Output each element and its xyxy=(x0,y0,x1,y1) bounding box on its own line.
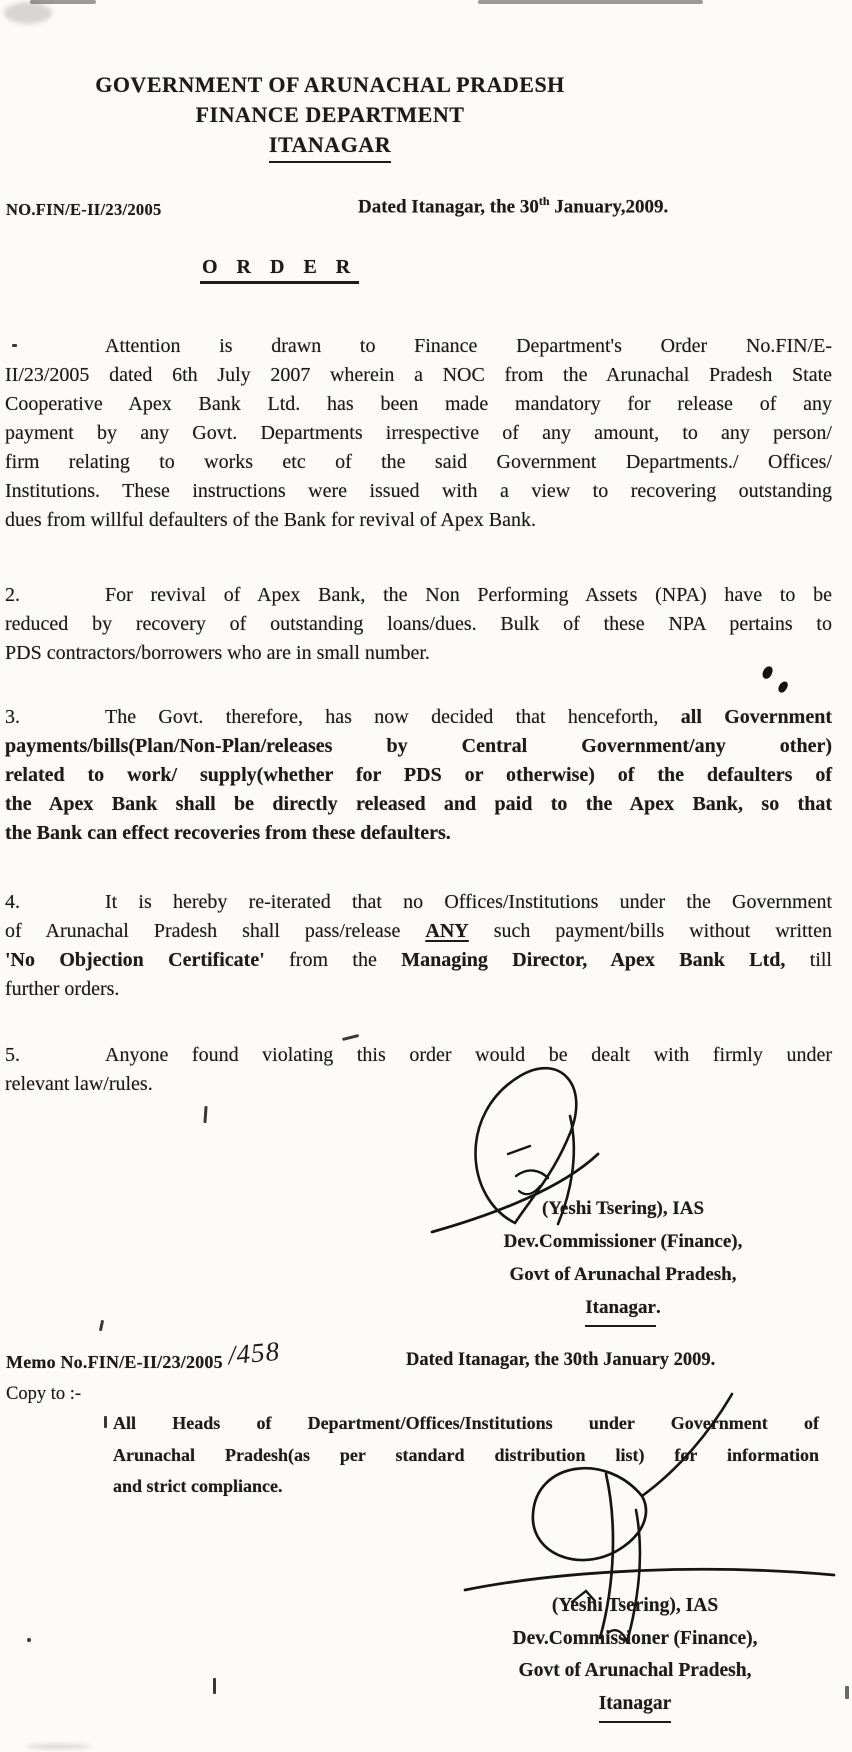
scan-smudge xyxy=(26,1744,90,1749)
text-line: Institutions. These instructions were issued with a view to recovering outstanding xyxy=(5,480,832,502)
text-line: It is hereby re-iterated that no Offices/Institutions under the Government xyxy=(105,891,832,913)
signatory-org: Govt of Arunachal Pradesh, xyxy=(509,1264,737,1285)
text-line: the Bank can effect recoveries from these defaulters. xyxy=(5,822,451,844)
text-line: firm relating to works etc of the said Government Departments./ Offices/ xyxy=(5,451,832,473)
text-line: payment by any Govt. Departments irrespective of any amount, to any person/ xyxy=(5,422,832,444)
memo-date: Dated Itanagar, the 30th January 2009. xyxy=(406,1350,716,1370)
text-line: Arunachal Pradesh(as per standard distribution list) for information xyxy=(113,1444,819,1465)
text-line: the Apex Bank shall be directly released and paid to the Apex Bank, so that xyxy=(5,793,832,815)
signatory-org: Govt of Arunachal Pradesh, xyxy=(518,1660,752,1681)
text-line: Anyone found violating this order would be dealt with firmly under xyxy=(105,1044,832,1066)
paragraph-number: 2. xyxy=(5,584,20,606)
paragraph-number: 4. xyxy=(5,891,20,913)
text-line: reduced by recovery of outstanding loans/dues. Bulk of these NPA pertains to xyxy=(5,613,832,635)
scan-smudge xyxy=(4,2,52,24)
text-line: 'No Objection Certificate' from the Managing Director, Apex Bank Ltd, till xyxy=(5,949,832,971)
order-heading: O R D E R xyxy=(200,256,359,284)
signatory-title: Dev.Commissioner (Finance), xyxy=(503,1231,743,1252)
text-line: relevant law/rules. xyxy=(5,1073,153,1095)
signatory-title: Dev.Commissioner (Finance), xyxy=(512,1627,758,1649)
government-title: GOVERNMENT OF ARUNACHAL PRADESH xyxy=(95,72,565,97)
header-place: ITANAGAR xyxy=(269,130,391,163)
signature-block-1: (Yeshi Tsering), IAS Dev.Commissioner (Finance), Govt of Arunachal Pradesh, Itanagar. xyxy=(423,1192,823,1327)
order-paragraph-1 xyxy=(5,332,832,535)
pen-tick xyxy=(213,1678,216,1694)
order-date: Dated Itanagar, the 30th January,2009. xyxy=(358,194,669,218)
memo-ref-number: Memo No.FIN/E-II/23/2005 xyxy=(6,1352,223,1372)
text-line: of Arunachal Pradesh shall pass/release ANY such payment/bills without written xyxy=(5,920,832,942)
scan-edge-mark xyxy=(478,0,703,4)
stray-dot xyxy=(27,1638,31,1642)
signature-block-2 xyxy=(435,1590,835,1723)
paragraph-number: 3. xyxy=(5,706,20,728)
text-line: All Heads of Department/Offices/Institutions under Government of xyxy=(113,1413,819,1433)
text-line: II/23/2005 dated 6th July 2007 wherein a NOC from the Arunachal Pradesh State xyxy=(5,364,832,386)
paragraph-number: 5. xyxy=(5,1044,20,1066)
copy-to-label: Copy to :- xyxy=(6,1384,82,1404)
order-ref-number: NO.FIN/E-II/23/2005 xyxy=(6,200,162,219)
ink-blot xyxy=(777,680,789,694)
signatory-place: Itanagar xyxy=(599,1688,672,1724)
scan-edge-mark xyxy=(30,0,96,4)
text-line: Attention is drawn to Finance Department's Order No.FIN/E- xyxy=(105,335,832,357)
order-paragraph-5 xyxy=(5,1041,832,1099)
reference-row xyxy=(0,194,852,228)
signatory-name: (Yeshi Tsering), IAS xyxy=(541,1198,705,1219)
department-title: FINANCE DEPARTMENT xyxy=(195,102,465,127)
order-paragraph-3 xyxy=(5,703,832,848)
text-line: further orders. xyxy=(5,978,120,1000)
text-line: payments/bills(Plan/Non-Plan/releases by Central Government/any other) xyxy=(5,735,832,757)
document-header xyxy=(30,70,630,163)
handwritten-dispatch-number: /458 xyxy=(226,1335,282,1371)
text-line: and strict compliance. xyxy=(113,1476,283,1496)
pen-tick xyxy=(203,1106,207,1123)
text-line: PDS contractors/borrowers who are in small number. xyxy=(5,642,430,664)
pen-tick xyxy=(99,1320,104,1331)
text-line: related to work/ supply(whether for PDS or otherwise) of the defaulters of xyxy=(5,764,832,786)
text-line: The Govt. therefore, has now decided that henceforth, all Government xyxy=(105,706,832,728)
text-line: Cooperative Apex Bank Ltd. has been made mandatory for release of any xyxy=(5,393,832,415)
order-paragraph-4 xyxy=(5,888,832,1004)
signatory-name: (Yeshi Tsering), IAS xyxy=(551,1595,719,1616)
text-line: dues from willful defaulters of the Bank for revival of Apex Bank. xyxy=(5,509,536,531)
pen-stroke xyxy=(342,1034,359,1041)
signatory-place: Itanagar xyxy=(585,1291,656,1327)
scan-edge-mark xyxy=(845,1686,849,1699)
order-paragraph-2 xyxy=(5,581,832,668)
pen-tick xyxy=(104,1416,107,1428)
text-line: For revival of Apex Bank, the Non Performing Assets (NPA) have to be xyxy=(105,584,832,606)
copy-to-text xyxy=(113,1408,819,1503)
